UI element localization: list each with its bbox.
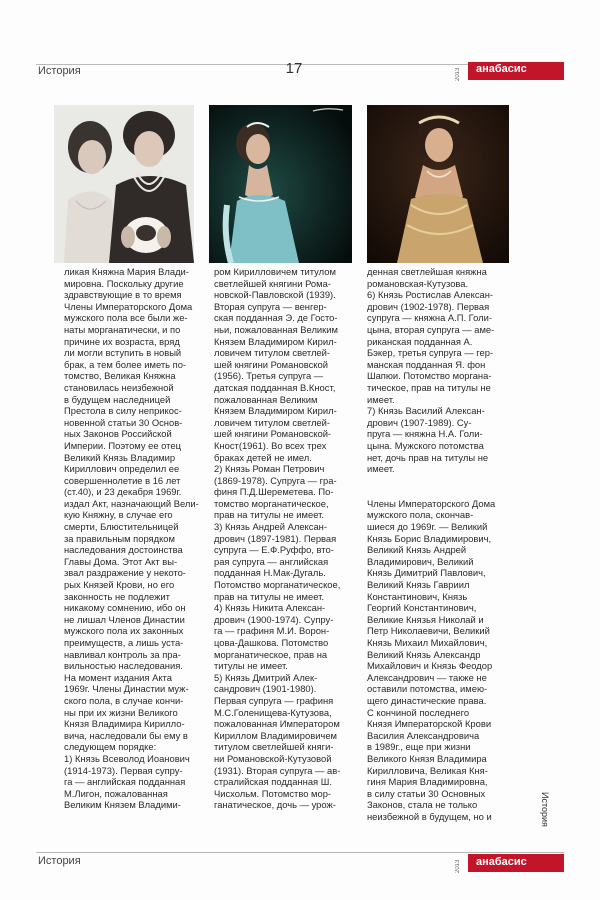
text-line: Бэкер, третья супруга — гер-	[367, 347, 494, 359]
text-line: Великий Князь Александр	[367, 648, 481, 660]
text-line: навливал контроль за пра-	[64, 648, 181, 660]
text-line: Великим Князем Владими-	[64, 799, 181, 811]
photo-image	[367, 105, 509, 263]
text-line: законность не подлежит	[64, 590, 170, 602]
text-line: (ст.40), и 23 декабря 1969г.	[64, 486, 182, 498]
text-column-1	[64, 266, 200, 811]
text-line: никакому сомнению, ибо он	[64, 602, 186, 614]
text-line: ская подданная Э. де Госто-	[214, 312, 338, 324]
text-line: 7) Князь Василий Алексан-	[367, 405, 485, 417]
text-line: манская подданная Я. фон	[367, 358, 486, 370]
text-line: га — графиня М.И. Ворон-	[214, 625, 330, 637]
text-line: пруга — княжна Н.А. Голи-	[367, 428, 483, 440]
text-line: светлейшей княгини Рома-	[214, 277, 331, 289]
text-line: Члены Императорского Дома	[367, 497, 496, 509]
text-line: шиеся до 1969г. — Великий	[367, 521, 488, 533]
text-line: шей княгини Романовской	[214, 358, 328, 370]
text-line: цова-Дашкова. Потомство	[214, 637, 329, 648]
text-line: томство морганатическое,	[214, 497, 329, 509]
text-line: супруга — Е.Ф.Руффо, вто-	[214, 544, 334, 556]
magazine-brand: анабасис	[476, 63, 527, 75]
text-line: М.С.Голенищева-Кутузова,	[214, 706, 332, 718]
text-line: Михайлович и Князь Феодор	[367, 660, 493, 672]
text-line: становилась неизбежной	[64, 381, 174, 393]
text-line: Князя Владимира Кирилло-	[64, 718, 185, 730]
text-line: риканская подданная А.	[367, 335, 473, 347]
text-line: Первая супруга — графиня	[214, 694, 334, 706]
section-title: История	[38, 65, 81, 77]
text-line: в будущем наследницей	[64, 393, 171, 405]
text-line: в силу статьи 30 Основных	[367, 787, 486, 799]
side-section-label: История	[540, 792, 550, 827]
text-line: титулы не имеет.	[214, 660, 288, 672]
text-line: звал раздражение у некото-	[64, 567, 186, 579]
text-line: Империи. Поэтому ее отец	[64, 439, 181, 451]
text-line: титулом светлейшей княги-	[214, 741, 334, 753]
footer-magazine-brand: анабасис	[476, 856, 527, 868]
text-line: совершеннолетие в 16 лет	[64, 474, 181, 486]
text-line: Кириллом Владимировичем	[214, 729, 337, 741]
text-line: ловичем титулом светлей-	[214, 416, 331, 428]
text-line: Вторая супруга — венгер-	[214, 300, 327, 312]
text-line: Престола в силу неприкос-	[64, 405, 182, 417]
page-number: 17	[285, 60, 303, 77]
text-line: имеет.	[367, 393, 395, 405]
footer-issue-year: 2013	[455, 859, 461, 873]
text-line: подданная Н.Мак-Дугаль.	[214, 567, 326, 579]
text-line: Шапюи. Потомство морганa-	[367, 370, 492, 382]
text-line: имеет.	[367, 463, 395, 475]
text-line: 4) Князь Никита Алексан-	[214, 602, 326, 614]
text-line: Князь Борис Владимирович,	[367, 532, 492, 544]
text-line: Члены Императорского Дома	[64, 300, 193, 312]
text-line: брак, а тем более иметь по-	[64, 358, 187, 370]
text-line: Главы Дома. Этот Акт вы-	[64, 555, 178, 567]
photo-grand-duchess-with-mother	[54, 105, 194, 263]
issue-year: 2013	[455, 67, 461, 81]
text-line: (1956). Третья супруга —	[214, 370, 324, 382]
text-line: ных Законов Российской	[64, 428, 172, 440]
text-line: пожалованная Императором	[214, 718, 340, 730]
text-line: 2) Князь Роман Петрович	[214, 463, 325, 475]
text-line: в 1989г., еще при жизни	[367, 741, 471, 753]
text-line: (1931). Вторая супруга — ав-	[214, 764, 341, 776]
text-line: Чисхольм. Потомство мор-	[214, 787, 332, 799]
photo-woman-blue-gown	[209, 105, 352, 263]
text-line: оставили потомства, имею-	[367, 683, 488, 695]
text-line: издал Акт, назначающий Вели-	[64, 497, 199, 509]
text-line: цына. Мужского потомства	[367, 439, 484, 451]
text-line: финя П.Д.Шереметева. По-	[214, 486, 334, 498]
text-line: Князем Владимиром Кирил-	[214, 335, 337, 347]
text-line: Князем Владимиром Кирил-	[214, 405, 337, 417]
text-line: стралийская подданная Ш.	[214, 776, 332, 788]
text-line: Кириллович определил ее	[64, 463, 180, 475]
text-line: 6) Князь Ростислав Алексан-	[367, 289, 494, 301]
text-line: ли могли вступить в новый	[64, 347, 182, 359]
text-line: наследования достоинства	[64, 544, 183, 556]
text-line: кую Княжну, в случае его	[64, 509, 173, 521]
text-line: ни Романовской-Кутузовой	[214, 752, 332, 764]
text-line: Георгий Константинович,	[367, 602, 477, 614]
text-line	[367, 475, 507, 487]
text-line: щего династические права.	[367, 694, 487, 706]
text-line: браках детей не имел.	[214, 451, 312, 463]
text-line: следующем порядке:	[64, 741, 157, 753]
footer-section-title: История	[38, 855, 81, 867]
text-line: ньи, пожалованная Великим	[214, 323, 338, 335]
text-line: новской-Павловской (1939).	[214, 289, 336, 301]
text-column-2	[214, 266, 354, 811]
text-line: Князь Димитрий Павлович,	[367, 567, 486, 579]
text-column-3	[367, 266, 507, 823]
text-line: за правильным порядком	[64, 532, 175, 544]
text-line: наты морганатически, и по	[64, 323, 181, 335]
text-line: (1869-1978). Супруга — гра-	[214, 474, 337, 486]
text-line: смерти, Блюстительницей	[64, 521, 179, 533]
text-line: мужского пола их законных	[64, 625, 184, 637]
text-line: датская подданная В.Кност,	[214, 381, 336, 393]
text-line: тическое, прав на титулы не	[367, 381, 491, 393]
text-line: Князь Михаил Михайлович,	[367, 637, 488, 648]
text-line: С кончиной последнего	[367, 706, 470, 718]
text-line: (1914-1973). Первая супру-	[64, 764, 183, 776]
text-line: Потомство морганатическое,	[214, 579, 341, 591]
text-line: рая супруга — английская	[214, 555, 329, 567]
text-line: М.Лигон, пожалованная	[64, 787, 168, 799]
text-line: новенной статьи 30 Основ-	[64, 416, 183, 428]
text-line: ны при их жизни Великого	[64, 706, 178, 718]
text-line: Кирилловича, Великая Кня-	[367, 764, 488, 776]
text-line: томство, Великая Княжна	[64, 370, 176, 382]
text-line: На момент издания Акта	[64, 671, 172, 683]
text-line: ловичем титулом светлей-	[214, 347, 331, 359]
text-line: Законов, стала не только	[367, 799, 478, 811]
text-line: мужского пола все были жe-	[64, 312, 188, 324]
text-line: шей княгини Романовской-	[214, 428, 332, 440]
text-line: 1969г. Члены Династии муж-	[64, 683, 189, 695]
text-line: романовская-Кутузова.	[367, 277, 469, 289]
text-line: прав на титулы не имеет.	[214, 509, 324, 521]
text-line: дрович (1897-1981). Первая	[214, 532, 337, 544]
text-line: сандрович (1901-1980).	[214, 683, 317, 695]
photo-image	[54, 105, 194, 263]
text-line: здравствующие в то время	[64, 289, 182, 301]
text-line: Александрович — также не	[367, 671, 487, 683]
text-line: супруга — княжна А.П. Голи-	[367, 312, 492, 324]
text-line: мировна. Поскольку другие	[64, 277, 184, 289]
text-line: гиня Мария Владимировна,	[367, 776, 488, 788]
text-line: вильностью наследования.	[64, 660, 183, 672]
text-line: рых Князей Крови, но его	[64, 579, 175, 591]
text-line: денная светлейшая княжна	[367, 266, 487, 277]
text-line: дрович (1907-1989). Су-	[367, 416, 472, 428]
text-line: Великие Князья Николай и	[367, 613, 484, 625]
page-footer	[0, 852, 600, 878]
footer-rule	[36, 852, 564, 853]
text-line: цына, вторая супруга — аме-	[367, 323, 495, 335]
text-line	[367, 486, 507, 498]
text-line: ликая Княжна Мария Влади-	[64, 266, 189, 277]
text-line: Константинович, Князь	[367, 590, 468, 602]
text-line: дрович (1900-1974). Супру-	[214, 613, 334, 625]
text-line: ром Кирилловичем титулом	[214, 266, 336, 277]
text-line: 1) Князь Всеволод Иоанович	[64, 752, 190, 764]
text-line: Великого Князя Владимира	[367, 752, 487, 764]
text-line: 5) Князь Дмитрий Алек-	[214, 671, 318, 683]
photo-woman-gold-gown	[367, 105, 509, 263]
text-line: неизбежной в будущем, но и	[367, 810, 492, 822]
text-line: Великий Князь Гавриил	[367, 579, 470, 591]
text-line: преимуществ, а лишь уста-	[64, 637, 184, 648]
text-line: пожалованная Великим	[214, 393, 318, 405]
text-line: ского пола, в случае кончи-	[64, 694, 184, 706]
text-line: дрович (1902-1978). Первая	[367, 300, 490, 312]
photo-image	[209, 105, 352, 263]
text-line: мужского пола, скончав-	[367, 509, 474, 521]
text-line: Князя Императорской Крови	[367, 718, 492, 730]
text-line: Василия Александровича	[367, 729, 480, 741]
text-line: Владимирович, Великий	[367, 555, 474, 567]
text-line: 3) Князь Андрей Алексан-	[214, 521, 327, 533]
text-line: вича, наследовали бы ему в	[64, 729, 188, 741]
text-line: Петр Николаевичи, Великий	[367, 625, 490, 637]
text-line: Великий Князь Андрей	[367, 544, 467, 556]
text-line: прав на титулы не имеет.	[214, 590, 324, 602]
text-line: не лишал Членов Династии	[64, 613, 185, 625]
text-line: морганатическое, прав на	[214, 648, 328, 660]
text-line: причине их возраста, вряд	[64, 335, 180, 347]
text-line: ганатическое, дочь — урож-	[214, 799, 336, 811]
text-line: Кност(1961). Во всех трех	[214, 439, 327, 451]
text-line: Великий Князь Владимир	[64, 451, 176, 463]
text-line: га — английская подданная	[64, 776, 186, 788]
text-line: нет, дочь прав на титулы не	[367, 451, 489, 463]
